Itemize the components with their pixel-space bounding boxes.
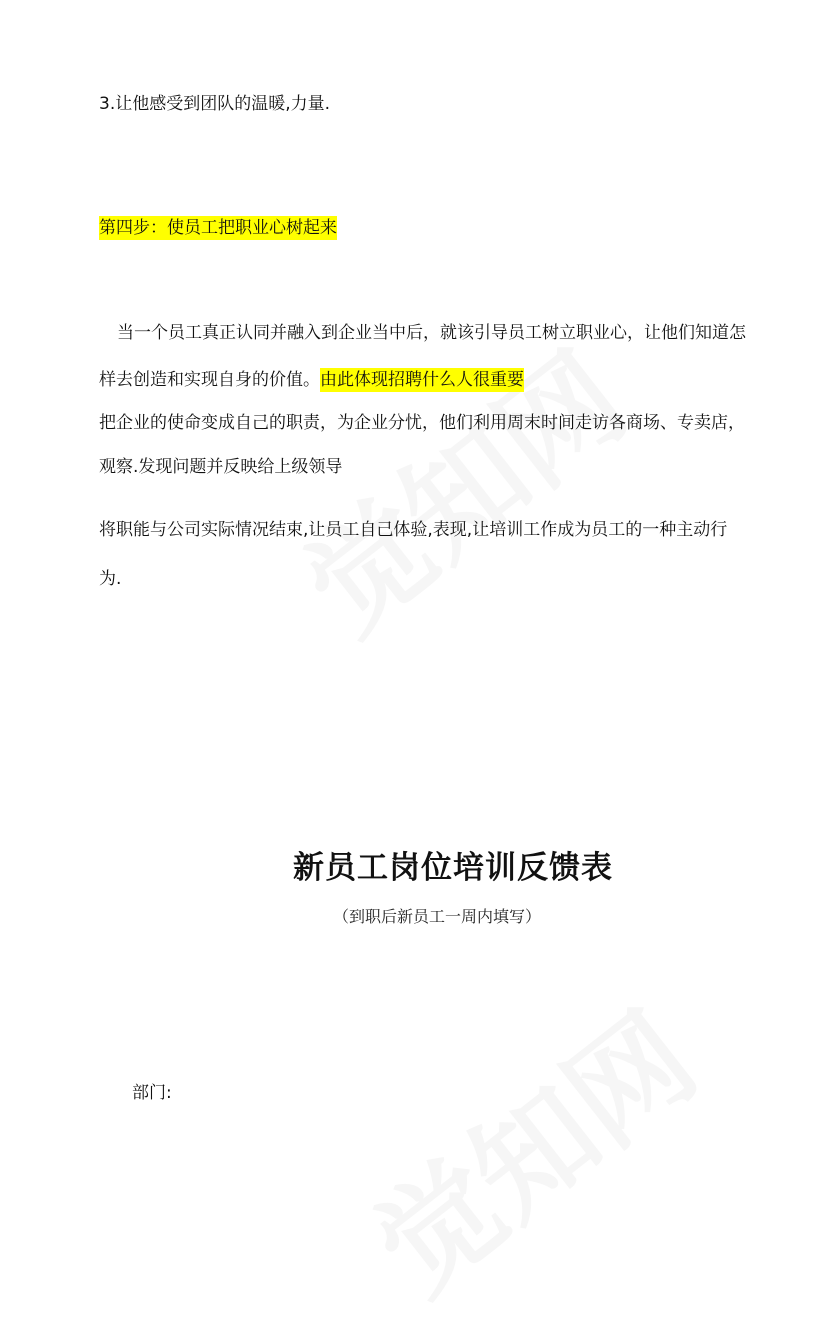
form-subtitle: （到职后新员工一周内填写）: [332, 907, 541, 926]
paragraph-line: 把企业的使命变成自己的职责，为企业分忧，他们利用周末时间走访各商场、专卖店，: [99, 413, 745, 433]
watermark: [265, 307, 655, 664]
department-label: 部门:: [132, 1083, 172, 1103]
paragraph-line: 观察.发现问题并反映给上级领导: [99, 457, 343, 477]
step-heading: [99, 216, 337, 240]
paragraph-line: [99, 368, 524, 392]
watermark: [335, 967, 725, 1324]
list-item-3: 3.让他感受到团队的温暖,力量.: [99, 94, 331, 114]
highlighted-heading: 第四步：使员工把职业心树起来: [99, 218, 337, 238]
paragraph-line: 当一个员工真正认同并融入到企业当中后，就该引导员工树立职业心，让他们知道怎: [117, 323, 746, 343]
paragraph-line: 将职能与公司实际情况结束,让员工自己体验,表现,让培训工作成为员工的一种主动行: [99, 520, 728, 540]
form-title: 新员工岗位培训反馈表: [293, 850, 613, 886]
paragraph-text: 样去创造和实现自身的价值。: [99, 370, 320, 390]
paragraph-line: 为.: [99, 569, 122, 589]
highlighted-text: 由此体现招聘什么人很重要: [320, 370, 524, 390]
